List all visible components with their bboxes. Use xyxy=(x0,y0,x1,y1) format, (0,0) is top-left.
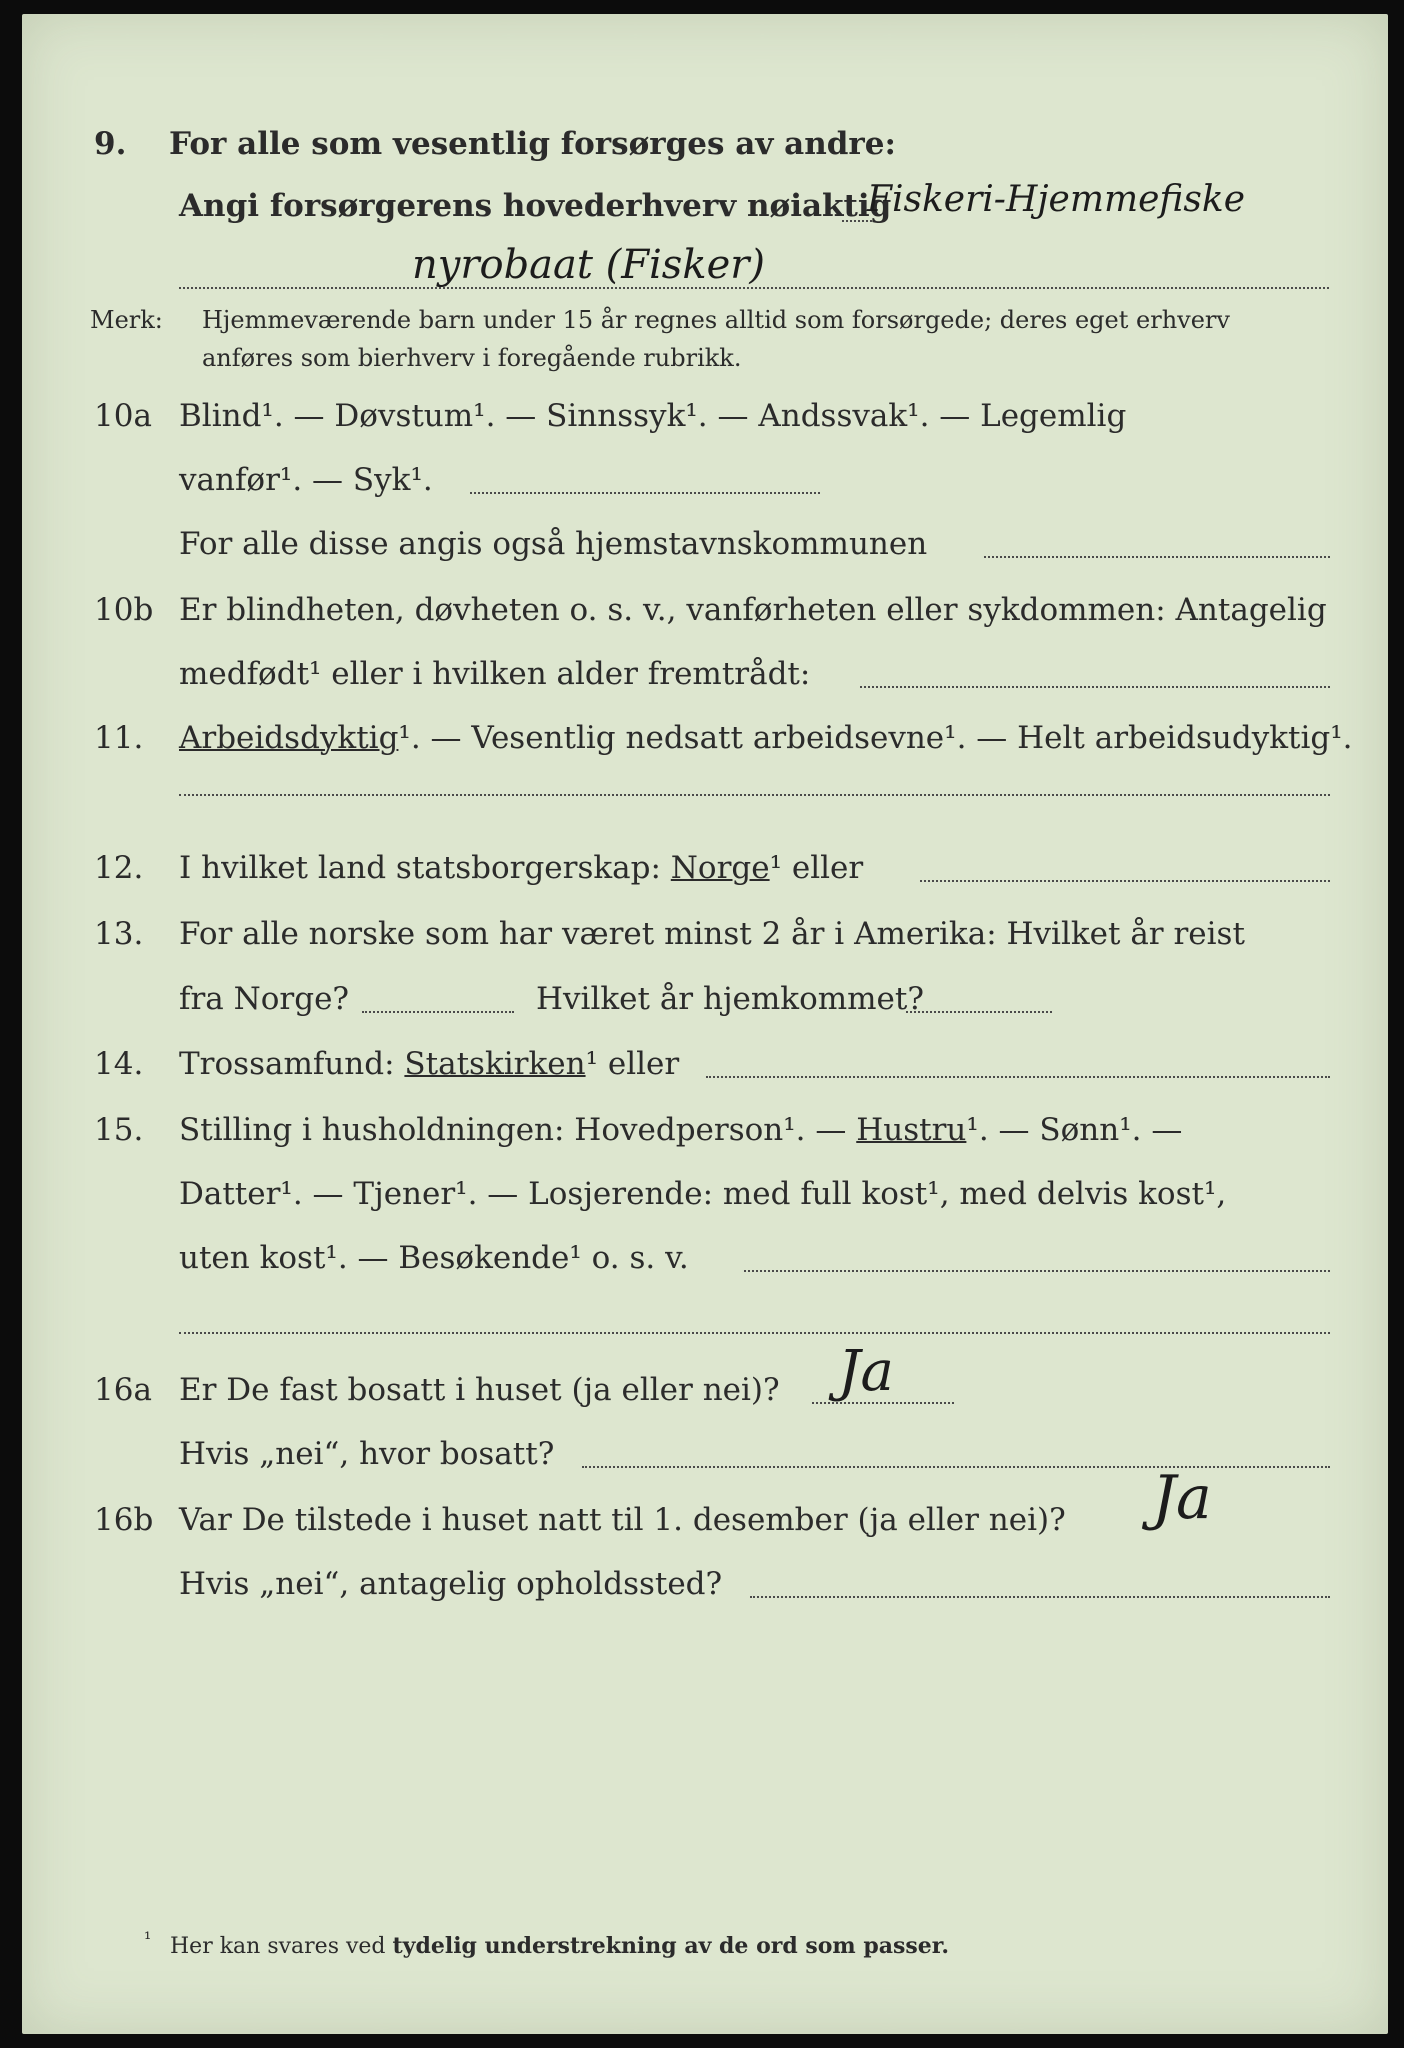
merk-text-2: anføres som bierhverv i foregående rubrikk. xyxy=(202,344,742,372)
q10b-line-2 xyxy=(22,644,1388,704)
q10a-line-1 xyxy=(22,386,1388,446)
q12-underlined-answer: Norge xyxy=(670,850,770,886)
q16a-text-1: Er De fast bosatt i huset (ja eller nei)? xyxy=(179,1372,780,1408)
q13-line-1 xyxy=(22,904,1388,964)
q12-text xyxy=(179,838,863,898)
q15-underlined-answer: Hustru xyxy=(856,1112,967,1148)
q15-blank-line xyxy=(22,1290,1388,1350)
q14-text xyxy=(179,1034,679,1094)
q15-line-2 xyxy=(22,1164,1388,1224)
q10a-number: 10a xyxy=(94,398,152,434)
q16b-line-2 xyxy=(22,1554,1388,1614)
q12-number: 12. xyxy=(94,850,144,886)
q11-dots xyxy=(179,792,1330,796)
q16a-number: 16a xyxy=(94,1372,152,1408)
q13-hjemkommet-dots xyxy=(906,1009,1052,1013)
q9-title-line xyxy=(22,114,1388,174)
q10a-line-3 xyxy=(22,514,1388,574)
q10a-text-2: vanfør¹. — Syk¹. xyxy=(179,462,433,498)
merk-label: Merk: xyxy=(90,306,163,334)
q15-text-1 xyxy=(179,1100,1182,1160)
q13-text-2b: Hvilket år hjemkommet? xyxy=(536,981,924,1017)
q13-text-2a: fra Norge? xyxy=(179,981,350,1017)
q16b-text-1: Var De tilstede i huset natt til 1. desember (ja eller nei)? xyxy=(179,1502,1066,1538)
merk-line-2 xyxy=(22,340,1388,376)
q16a-text-2: Hvis „nei“, hvor bosatt? xyxy=(179,1436,555,1472)
q12-dots xyxy=(920,878,1330,882)
q12-after: ¹ eller xyxy=(769,850,864,886)
q16a-handwritten-answer: Ja xyxy=(838,1339,894,1404)
census-form-page xyxy=(22,14,1388,2034)
q9-number: 9. xyxy=(94,126,127,162)
q16a-line-1 xyxy=(22,1339,1388,1420)
q14-underlined-answer: Statskirken xyxy=(404,1046,586,1082)
q15-text-3: uten kost¹. — Besøkende¹ o. s. v. xyxy=(179,1240,689,1276)
q12-before: I hvilket land statsborgerskap: xyxy=(179,850,671,886)
q16b-text-2: Hvis „nei“, antagelig opholdssted? xyxy=(179,1566,723,1602)
q15-text-1a: Stilling i husholdningen: Hovedperson¹. — xyxy=(179,1112,857,1148)
footnote-bold: tydelig understrekning av de ord som passer. xyxy=(392,1933,950,1959)
q10a-line-2 xyxy=(22,450,1388,510)
q15-line-3 xyxy=(22,1228,1388,1288)
q14-after: ¹ eller xyxy=(585,1046,680,1082)
q13-number: 13. xyxy=(94,916,144,952)
q9-prompt-line xyxy=(22,176,1388,236)
q14-line xyxy=(22,1034,1388,1094)
q10b-line-1 xyxy=(22,580,1388,640)
q15-line-1 xyxy=(22,1100,1388,1160)
q16b-line-1 xyxy=(22,1463,1388,1550)
q15-number: 15. xyxy=(94,1112,144,1148)
q10b-dots xyxy=(860,684,1330,688)
footnote-line xyxy=(22,1916,1388,1976)
q10b-number: 10b xyxy=(94,592,154,628)
q16a-bosatt-dots xyxy=(582,1464,1330,1468)
q14-before: Trossamfund: xyxy=(179,1046,405,1082)
q15-text-2: Datter¹. — Tjener¹. — Losjerende: med full kost¹, med delvis kost¹, xyxy=(179,1176,1227,1212)
q12-line xyxy=(22,838,1388,898)
q16b-handwritten-answer: Ja xyxy=(1152,1463,1212,1533)
q9-title: For alle som vesentlig forsørges av andre: xyxy=(169,126,896,162)
footnote-text xyxy=(170,1916,949,1977)
q9-handwritten-answer-2: nyrobaat (Fisker) xyxy=(412,242,765,288)
footnote-before: Her kan svares ved xyxy=(170,1934,393,1959)
q9-prompt: Angi forsørgerens hovederhverv nøiaktig xyxy=(179,188,892,224)
q14-number: 14. xyxy=(94,1046,144,1082)
q15-dots xyxy=(744,1268,1330,1272)
q11-underlined-answer: Arbeidsdyktig xyxy=(179,720,399,756)
q16b-number: 16b xyxy=(94,1502,154,1538)
q10b-text-2: medfødt¹ eller i hvilken alder fremtrådt: xyxy=(179,656,811,692)
merk-line-1 xyxy=(22,302,1388,338)
q13-reist-dots xyxy=(362,1009,514,1013)
q15-text-1b: ¹. — Sønn¹. — xyxy=(966,1112,1183,1148)
q10b-text-1: Er blindheten, døvheten o. s. v., vanførheten eller sykdommen: Antagelig xyxy=(179,592,1327,628)
q16b-opholdssted-dots xyxy=(750,1594,1330,1598)
q9-handwritten-answer-1: Fiskeri-Hjemmefiske xyxy=(867,179,1246,220)
q10a-kommune-dots xyxy=(984,554,1330,558)
q9-answer-line xyxy=(22,229,1388,289)
q13-line-2 xyxy=(22,969,1388,1029)
q10a-syk-dots xyxy=(470,490,820,494)
q10a-text-3: For alle disse angis også hjemstavnskommunen xyxy=(179,526,928,562)
q14-dots xyxy=(706,1074,1330,1078)
q15-blank-dots xyxy=(179,1330,1330,1334)
q11-rest: ¹. — Vesentlig nedsatt arbeidsevne¹. — Helt arbeidsudyktig¹. xyxy=(398,720,1353,756)
q11-number: 11. xyxy=(94,720,144,756)
q11-blank-line xyxy=(22,754,1388,814)
footnote-mark: ¹ xyxy=(144,1929,152,1950)
merk-text-1: Hjemmeværende barn under 15 år regnes alltid som forsørgede; deres eget erhverv xyxy=(202,306,1230,334)
q13-text-1: For alle norske som har været minst 2 år i Amerika: Hvilket år reist xyxy=(179,916,1245,952)
q10a-text-1: Blind¹. — Døvstum¹. — Sinnssyk¹. — Andssvak¹. — Legemlig xyxy=(179,398,1127,434)
